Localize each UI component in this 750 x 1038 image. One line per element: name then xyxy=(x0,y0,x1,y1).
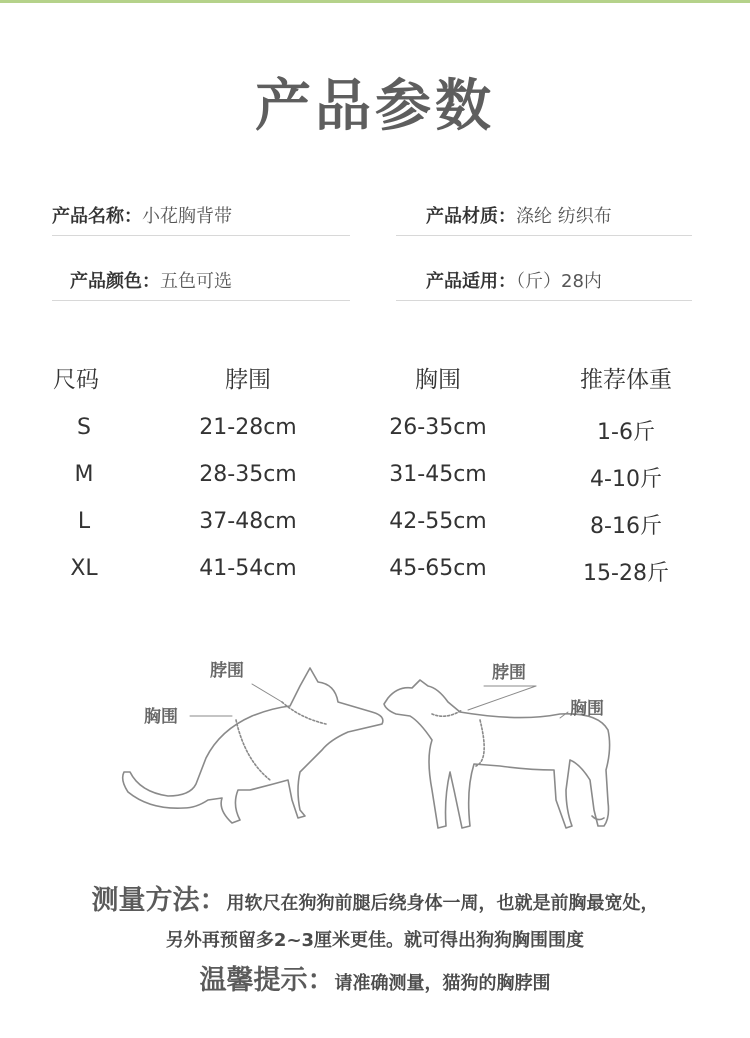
size-table xyxy=(0,355,750,603)
warm-reminder xyxy=(0,958,750,997)
cell-weight: 4-10斤 xyxy=(590,467,662,492)
header-weight: 推荐体重 xyxy=(580,367,672,393)
cell-weight: 1-6斤 xyxy=(597,420,655,445)
cell-weight: 15-28斤 xyxy=(583,561,669,586)
spec-key: 产品材质： xyxy=(426,206,516,227)
cell-chest: 26-35cm xyxy=(389,415,487,440)
spec-key: 产品适用： xyxy=(426,271,516,292)
cell-neck: 41-54cm xyxy=(199,556,297,581)
spec-value: 五色可选 xyxy=(160,271,232,292)
spec-key: 产品颜色： xyxy=(70,271,160,292)
cell-size: M xyxy=(74,462,94,487)
cell-size: XL xyxy=(70,556,98,581)
cell-size: S xyxy=(77,415,91,440)
cell-weight: 8-16斤 xyxy=(590,514,662,539)
cell-chest: 42-55cm xyxy=(389,509,487,534)
page-title: 产品参数 xyxy=(255,74,495,139)
spec-value: （斤）28内 xyxy=(516,271,602,292)
cell-size: L xyxy=(77,509,91,534)
table-header-row xyxy=(0,355,750,415)
top-accent-bar xyxy=(0,0,750,3)
method-text-1: 用软尺在狗狗前腿后绕身体一周，也就是前胸最宽处， xyxy=(226,893,659,914)
spec-material xyxy=(396,199,692,236)
spec-value: 小花胸背带 xyxy=(142,206,232,227)
cell-chest: 45-65cm xyxy=(389,556,487,581)
cell-chest: 31-45cm xyxy=(389,462,487,487)
table-row xyxy=(0,462,750,509)
cat-chest-label: 胸围 xyxy=(144,707,178,727)
table-row xyxy=(0,509,750,556)
cat-neck-label: 脖围 xyxy=(210,661,244,681)
spec-value: 涤纶 纺织布 xyxy=(516,206,612,227)
spec-key: 产品名称： xyxy=(52,206,142,227)
header-neck: 脖围 xyxy=(225,367,271,393)
table-row xyxy=(0,556,750,603)
reminder-title: 温馨提示： xyxy=(199,965,335,996)
method-title: 测量方法： xyxy=(91,885,227,916)
spec-product-name xyxy=(52,199,350,236)
cell-neck: 21-28cm xyxy=(199,415,297,440)
header-size: 尺码 xyxy=(53,367,99,393)
measurement-illustration xyxy=(0,640,750,860)
cell-neck: 37-48cm xyxy=(199,509,297,534)
cell-neck: 28-35cm xyxy=(199,462,297,487)
spec-color xyxy=(52,264,350,301)
reminder-text: 请准确测量，猫狗的胸脖围 xyxy=(334,973,551,994)
method-text-2: 另外再预留多2~3厘米更佳。就可得出狗狗胸围围度 xyxy=(165,930,585,951)
dog-chest-label: 胸围 xyxy=(570,699,604,719)
dog-neck-label: 脖围 xyxy=(492,663,526,683)
spec-suitable xyxy=(396,264,692,301)
table-row xyxy=(0,415,750,462)
header-chest: 胸围 xyxy=(415,367,461,393)
measure-method xyxy=(0,878,750,917)
cat-outline-icon xyxy=(123,668,383,823)
